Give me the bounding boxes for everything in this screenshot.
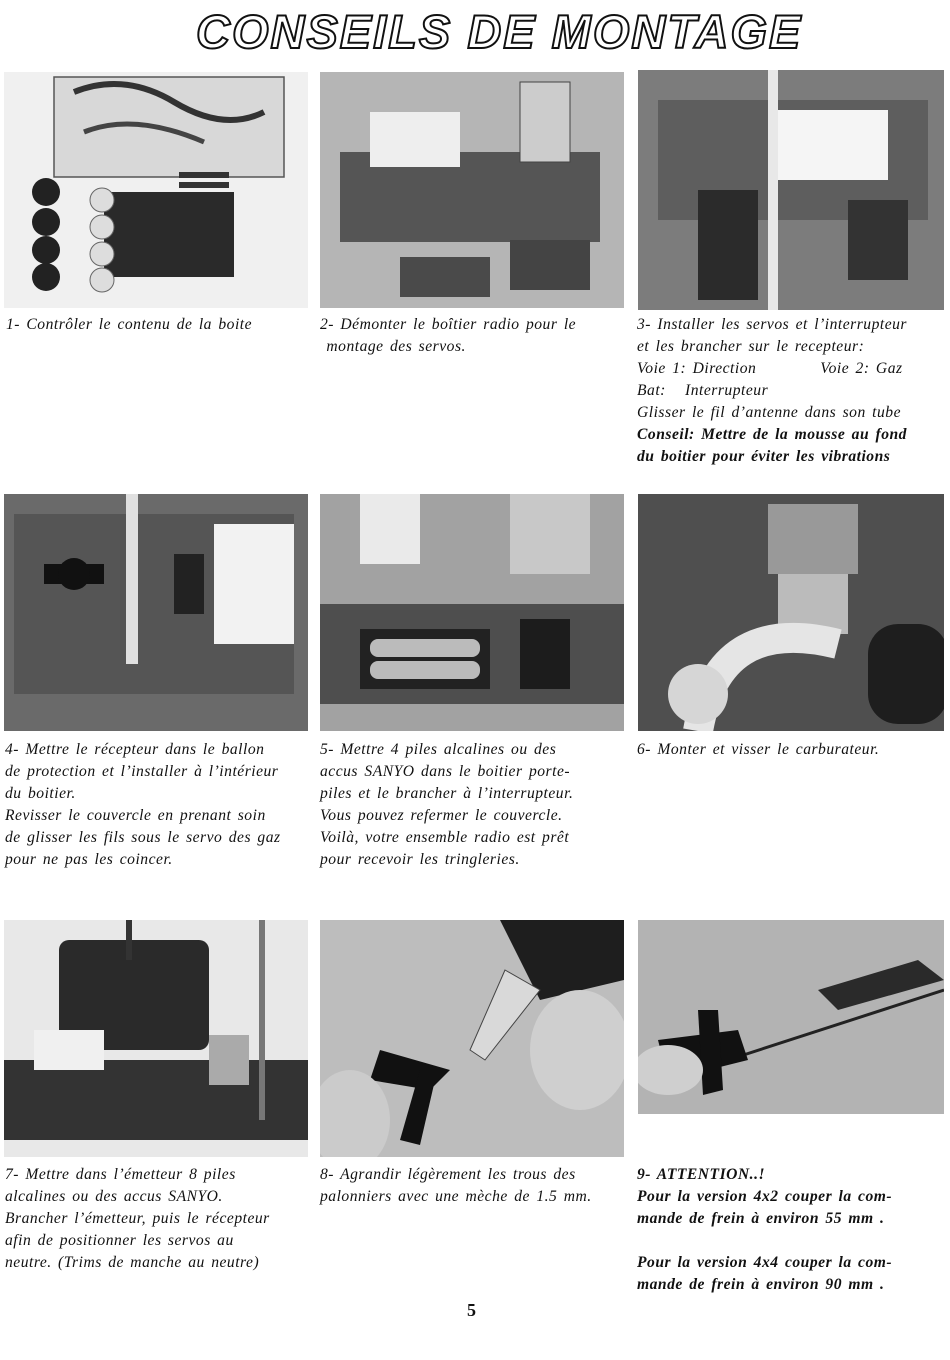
step-1-caption: 1- Contrôler le contenu de la boite: [6, 316, 253, 333]
photo-receiver-installed: [4, 494, 308, 731]
photo-battery-box: [320, 494, 624, 731]
step-7-caption: 7- Mettre dans l’émetteur 8 piles alcalines ou des accus SANYO. Brancher l’émetteur, puis le récepteur afin de positionner les servos au neutre. (Trims de manche au neutre): [5, 1166, 270, 1271]
step-8-caption: 8- Agrandir légèrement les trous des palonniers avec une mèche de 1.5 mm.: [320, 1166, 592, 1205]
photo-transmitter: [4, 920, 308, 1157]
step-9-caption: 9- ATTENTION..! Pour la version 4x2 couper la com- mande de frein à environ 55 mm . Pour la version 4x4 couper la com- mande de frein à environ 90 mm .: [637, 1166, 893, 1293]
photo-carburetor: [638, 494, 944, 731]
step-6-caption: 6- Monter et visser le carburateur.: [637, 741, 880, 758]
photo-kit-contents: [4, 72, 308, 308]
step-4-caption: 4- Mettre le récepteur dans le ballon de protection et l’installer à l’intérieur du boitier. Revisser le couvercle en prenant soin de glisser les fils sous le servo des gaz pour ne pas les coincer.: [5, 741, 281, 868]
step-3-caption: 3- Installer les servos et l’interrupteur et les brancher sur le recepteur: Voie 1: Direction Voie 2: Gaz Bat: Interrupteur Glisser le fil d’antenne dans son tube Conseil: Mettre de la mousse au fond du boitier pour éviter les vibrations: [637, 316, 908, 465]
page-title: CONSEILS DE MONTAGE: [196, 5, 803, 58]
photo-servos-installed: [638, 70, 944, 310]
page-number: 5: [467, 1300, 476, 1320]
photo-cutting-brake-rod: [638, 920, 944, 1114]
photo-radio-box: [320, 72, 624, 308]
step-5-caption: 5- Mettre 4 piles alcalines ou des accus SANYO dans le boitier porte- piles et le brancher à l’interrupteur. Vous pouvez refermer le couvercle. Voilà, votre ensemble radio est prêt pour recevoir les tringleries.: [320, 741, 574, 868]
photo-drilling-horn: [320, 920, 624, 1157]
step-2-caption: 2- Démonter le boîtier radio pour le montage des servos.: [320, 316, 577, 355]
